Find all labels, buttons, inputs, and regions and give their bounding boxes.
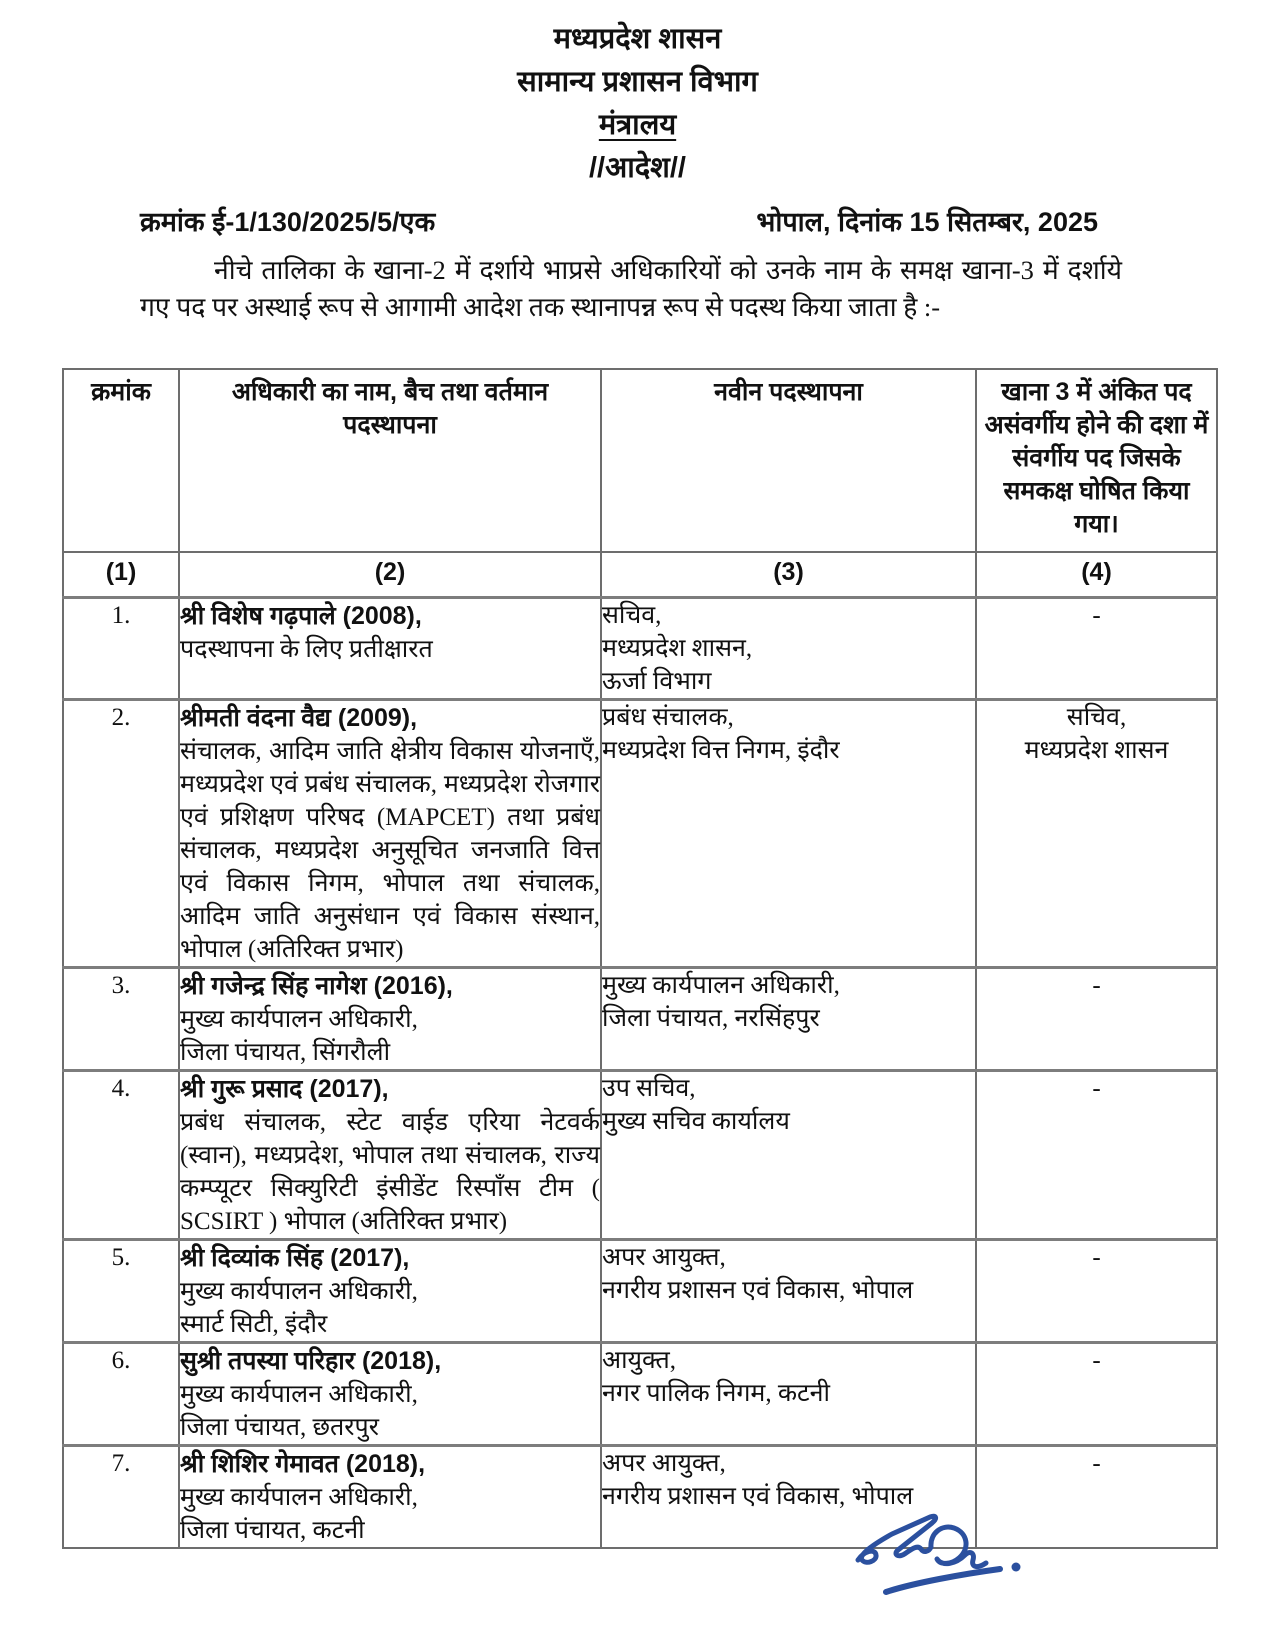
header-department-name: सामान्य प्रशासन विभाग xyxy=(517,66,758,98)
row-serial: 1. xyxy=(63,598,179,700)
officer-name: श्री विशेष गढ़पाले (2008), xyxy=(180,602,422,630)
signature-handwritten xyxy=(848,1510,1033,1605)
equivalent-post-cell: - xyxy=(976,598,1217,700)
new-posting-cell: अपर आयुक्त, नगरीय प्रशासन एवं विकास, भोपाल xyxy=(601,1240,976,1343)
equivalent-post-cell: सचिव, मध्यप्रदेश शासन xyxy=(976,700,1217,968)
new-posting-cell: अपर आयुक्त, नगरीय प्रशासन एवं विकास, भोपाल xyxy=(601,1446,976,1549)
equivalent-post-cell: - xyxy=(976,968,1217,1071)
col-number-2: (2) xyxy=(179,552,601,598)
signature-stroke xyxy=(858,1516,986,1566)
col-number-4: (4) xyxy=(976,552,1217,598)
header-new-posting: नवीन पदस्थापना xyxy=(601,369,976,552)
col-number-3: (3) xyxy=(601,552,976,598)
col-number-1: (1) xyxy=(63,552,179,598)
equivalent-post-cell: - xyxy=(976,1446,1217,1549)
current-posting-line: पदस्थापना के लिए प्रतीक्षारत xyxy=(180,636,433,663)
row-serial: 7. xyxy=(63,1446,179,1549)
order-place-date: भोपाल, दिनांक 15 सितम्बर, 2025 xyxy=(756,207,1098,237)
new-posting-cell: सचिव, मध्यप्रदेश शासन, ऊर्जा विभाग xyxy=(601,598,976,700)
officer-name: श्री गुरू प्रसाद (2017), xyxy=(180,1075,389,1103)
table-row xyxy=(63,968,1217,1071)
postings-table xyxy=(62,368,1218,1549)
table-row xyxy=(63,1071,1217,1240)
row-serial: 5. xyxy=(63,1240,179,1343)
row-serial: 3. xyxy=(63,968,179,1071)
officer-cell: श्री शिशिर गेमावत (2018), मुख्य कार्यपालन अधिकारी, जिला पंचायत, कटनी xyxy=(179,1446,601,1549)
table-column-number-row xyxy=(63,552,1217,598)
table-row xyxy=(63,700,1217,968)
officer-cell: सुश्री तपस्या परिहार (2018), मुख्य कार्यपालन अधिकारी, जिला पंचायत, छतरपुर xyxy=(179,1343,601,1446)
order-number: क्रमांक ई-1/130/2025/5/एक xyxy=(140,207,436,237)
officer-cell xyxy=(179,1071,601,1240)
signature-underline xyxy=(886,1569,1000,1592)
row-serial: 2. xyxy=(63,700,179,968)
header-officer-name: अधिकारी का नाम, बैच तथा वर्तमान पदस्थापना xyxy=(179,369,601,552)
intro-paragraph: नीचे तालिका के खाना-2 में दर्शाये भाप्रसे अधिकारियों को उनके नाम के समक्ष खाना-3 में दर्शाये गए पद पर अस्थाई रूप से आगामी आदेश तक स्थानापन्न रूप से पदस्थ किया जाता है :- xyxy=(140,255,1122,322)
officer-cell xyxy=(179,700,601,968)
table-header-row xyxy=(63,369,1217,552)
equivalent-post-cell: - xyxy=(976,1071,1217,1240)
officer-name: श्रीमती वंदना वैद्य (2009), xyxy=(180,704,418,732)
header-government-name: मध्यप्रदेश शासन xyxy=(553,23,722,55)
document-header xyxy=(0,22,1275,194)
header-equivalent-post: खाना 3 में अंकित पद असंवर्गीय होने की दशा में संवर्गीय पद जिसके समकक्ष घोषित किया गया। xyxy=(976,369,1217,552)
officer-name: श्री दिव्यांक सिंह (2017), xyxy=(180,1244,410,1272)
officer-name: श्री शिशिर गेमावत (2018), xyxy=(180,1450,426,1478)
officer-name: श्री गजेन्द्र सिंह नागेश (2016), xyxy=(180,972,453,1000)
new-posting-cell: आयुक्त, नगर पालिक निगम, कटनी xyxy=(601,1343,976,1446)
table-row xyxy=(63,1343,1217,1446)
new-posting-cell: मुख्य कार्यपालन अधिकारी, जिला पंचायत, नरसिंहपुर xyxy=(601,968,976,1071)
table-row xyxy=(63,1240,1217,1343)
new-posting-cell: प्रबंध संचालक, मध्यप्रदेश वित्त निगम, इंदौर xyxy=(601,700,976,968)
header-order-title: //आदेश// xyxy=(589,152,686,184)
signature-dot xyxy=(1012,1563,1021,1572)
equivalent-post-cell: - xyxy=(976,1240,1217,1343)
officer-name: सुश्री तपस्या परिहार (2018), xyxy=(180,1347,442,1375)
header-ministry: मंत्रालय xyxy=(598,109,677,141)
officer-cell: श्री दिव्यांक सिंह (2017), मुख्य कार्यपालन अधिकारी, स्मार्ट सिटी, इंदौर xyxy=(179,1240,601,1343)
row-serial: 4. xyxy=(63,1071,179,1240)
officer-cell: श्री गजेन्द्र सिंह नागेश (2016), मुख्य कार्यपालन अधिकारी, जिला पंचायत, सिंगरौली xyxy=(179,968,601,1071)
table-row xyxy=(63,1446,1217,1549)
header-serial: क्रमांक xyxy=(63,369,179,552)
equivalent-post-cell: - xyxy=(976,1343,1217,1446)
current-posting-text: संचालक, आदिम जाति क्षेत्रीय विकास योजनाएँ, मध्यप्रदेश एवं प्रबंध संचालक, मध्यप्रदेश रोजगार एवं प्रशिक्षण परिषद (MAPCET) तथा प्रबंध संचालक, मध्यप्रदेश अनुसूचित जनजाति वित्त एवं विकास निगम, भोपाल तथा संचालक, आदिम जाति अनुसंधान एवं विकास संस्थान, भोपाल (अतिरिक्त प्रभार) xyxy=(180,738,600,963)
current-posting-text: प्रबंध संचालक, स्टेट वाईड एरिया नेटवर्क (स्वान), मध्यप्रदेश, भोपाल तथा संचालक, राज्य कम्प्यूटर सिक्युरिटी इंसीडेंट रिस्पाँस टीम ( SCSIRT ) भोपाल (अतिरिक्त प्रभार) xyxy=(180,1109,600,1235)
order-meta-row xyxy=(140,202,1098,239)
table-row xyxy=(63,598,1217,700)
row-serial: 6. xyxy=(63,1343,179,1446)
officer-cell xyxy=(179,598,601,700)
new-posting-cell: उप सचिव, मुख्य सचिव कार्यालय xyxy=(601,1071,976,1240)
